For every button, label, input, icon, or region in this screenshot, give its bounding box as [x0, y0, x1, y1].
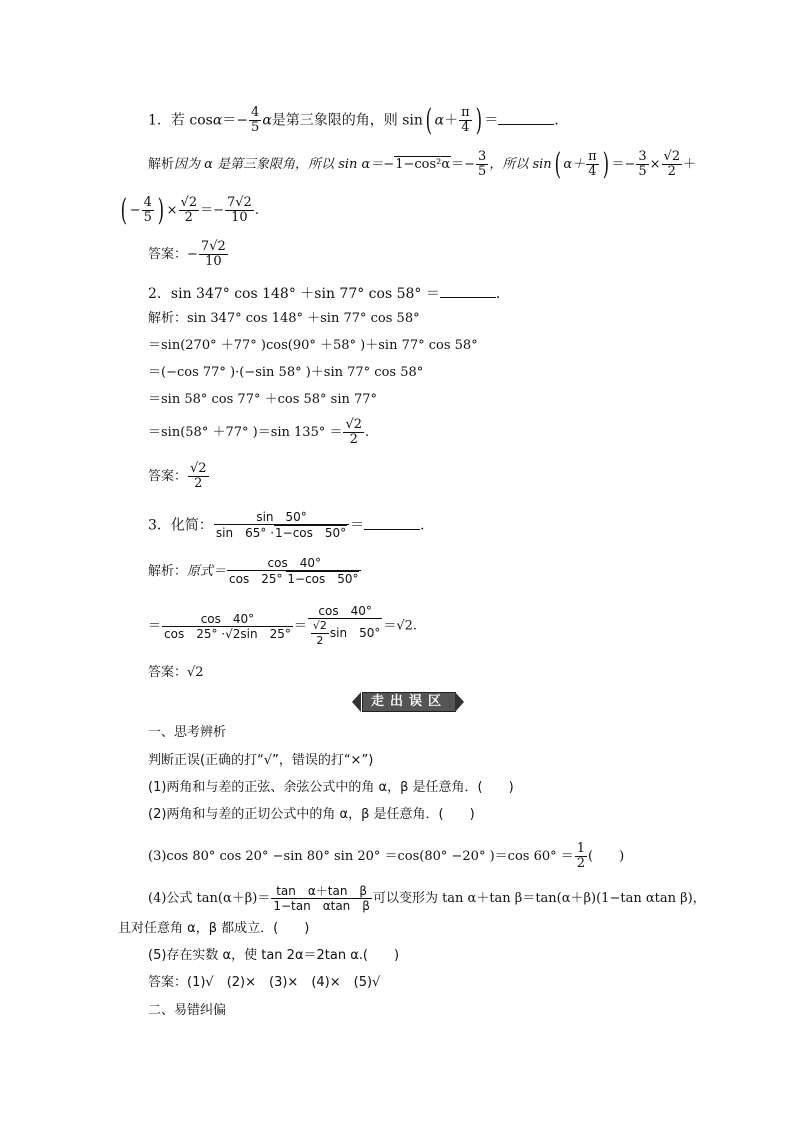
q1-solution-line-1: 解析因为 α 是第三象限角，所以 sin α＝−1−cos²α＝− $\frac{3}{5}$ ，所以 sin( α＋ $\frac{\pi}{4}$ ) ＝− $\frac{3}{5}$ × $\frac{√2}{2}$ ＋	[148, 146, 697, 182]
q1-answer-blank	[498, 110, 554, 125]
item-2: (2)两角和与差的正切公式中的角 α，β 是任意角．( )	[148, 807, 475, 822]
section-banner	[352, 690, 464, 712]
item-3: (3)cos 80° cos 20° −sin 80° sin 20° ＝cos(80° −20° )＝cos 60° ＝ $\frac{1}{2}$ ( )	[148, 841, 625, 871]
q3-answer: 答案：√2	[148, 665, 204, 680]
q2-answer: 答案： $\frac{√2}{2}$	[148, 461, 207, 491]
q2-answer-blank	[440, 283, 496, 298]
section-1-answers: 答案：(1)√ (2)× (3)× (4)× (5)√	[148, 975, 381, 990]
q2-solution-line-2: ＝sin(270° ＋77° )cos(90° ＋58° )＋sin 77° cos 58°	[148, 338, 478, 353]
banner-left-ornament	[352, 692, 361, 712]
banner-right-ornament	[455, 692, 464, 712]
q2-solution-line-5: ＝sin(58° ＋77° )＝sin 135° ＝ $\frac{√2}{2}$ .	[148, 417, 370, 447]
q3-solution-line-1: 解析：原式＝ $\frac{\cos 40^\circ}{\cos 25^\circ 1-\cos 50^\circ}$	[148, 556, 362, 587]
q1-solution-line-2: ( − $\frac{4}{5}$ ) × $\frac{√2}{2}$ ＝− $\frac{7√2}{10}$ .	[120, 192, 259, 228]
sqrt-expression: 1−cos²α	[395, 157, 451, 172]
solution-label: 解析	[148, 157, 175, 172]
section-2-title: 二、易错纠偏	[148, 1003, 227, 1018]
banner-label: 走出误区	[362, 692, 456, 712]
q1-pi-fraction: $\frac{\pi}{4}$	[461, 105, 470, 135]
item-4-continued: 且对任意角 α，β 都成立．( )	[118, 921, 310, 936]
section-1-title: 一、思考辨析	[148, 725, 227, 740]
q3-fraction: $\frac{\sin 50^\circ}{\sin 65^\circ \cdot 1-\cos 50^\circ}$	[214, 510, 349, 541]
q1-number: 1．若	[148, 112, 190, 129]
q3-answer-blank	[364, 515, 420, 530]
q1-answer: 答案：− $\frac{7√2}{10}$	[148, 239, 226, 269]
item-5: (5)存在实数 α，使 tan 2α＝2tan α.( )	[148, 948, 400, 963]
q3-solution-line-2: ＝ $\frac{\cos 40^\circ}{\cos 25^\circ \cdot√2\sin 25^\circ}$ ＝ cos 40° $\frac{√2}{2}$ sin 50° ＝√2.	[148, 604, 418, 647]
q1-fraction: $\frac{4}{5}$	[251, 105, 260, 135]
q2-solution-line-3: ＝(−cos 77° )·(−sin 58° )＋sin 77° cos 58°	[148, 365, 424, 380]
question-2: 2．sin 347° cos 148° ＋sin 77° cos 58° ＝ ．	[148, 283, 510, 303]
item-1: (1)两角和与差的正弦、余弦公式中的角 α，β 是任意角．( )	[148, 780, 514, 795]
question-1: 1．若 cosα＝− $\frac{4}{5}$ α是第三象限的角，则 sin( α＋ $\frac{\pi}{4}$ ) ＝ ．	[148, 102, 569, 138]
question-3: 3．化简： $\frac{\sin 50^\circ}{\sin 65^\circ \cdot 1-\cos 50^\circ}$ ＝ ．	[148, 510, 435, 540]
item-4: (4)公式 tan(α＋β)＝ $\frac{\text{tan α＋tan β}}{\text{1−tan αtan β}}$ 可以变形为 tan α＋tan β＝tan(α＋β)(1−tan αtan β)，	[148, 884, 706, 913]
answer-label: 答案：	[148, 247, 188, 262]
q2-solution-line-4: ＝sin 58° cos 77° ＋cos 58° sin 77°	[148, 392, 378, 407]
q2-solution-line-1: 解析：sin 347° cos 148° ＋sin 77° cos 58°	[148, 311, 420, 326]
section-1-intro: 判断正误(正确的打“√”，错误的打“×”)	[148, 753, 374, 768]
